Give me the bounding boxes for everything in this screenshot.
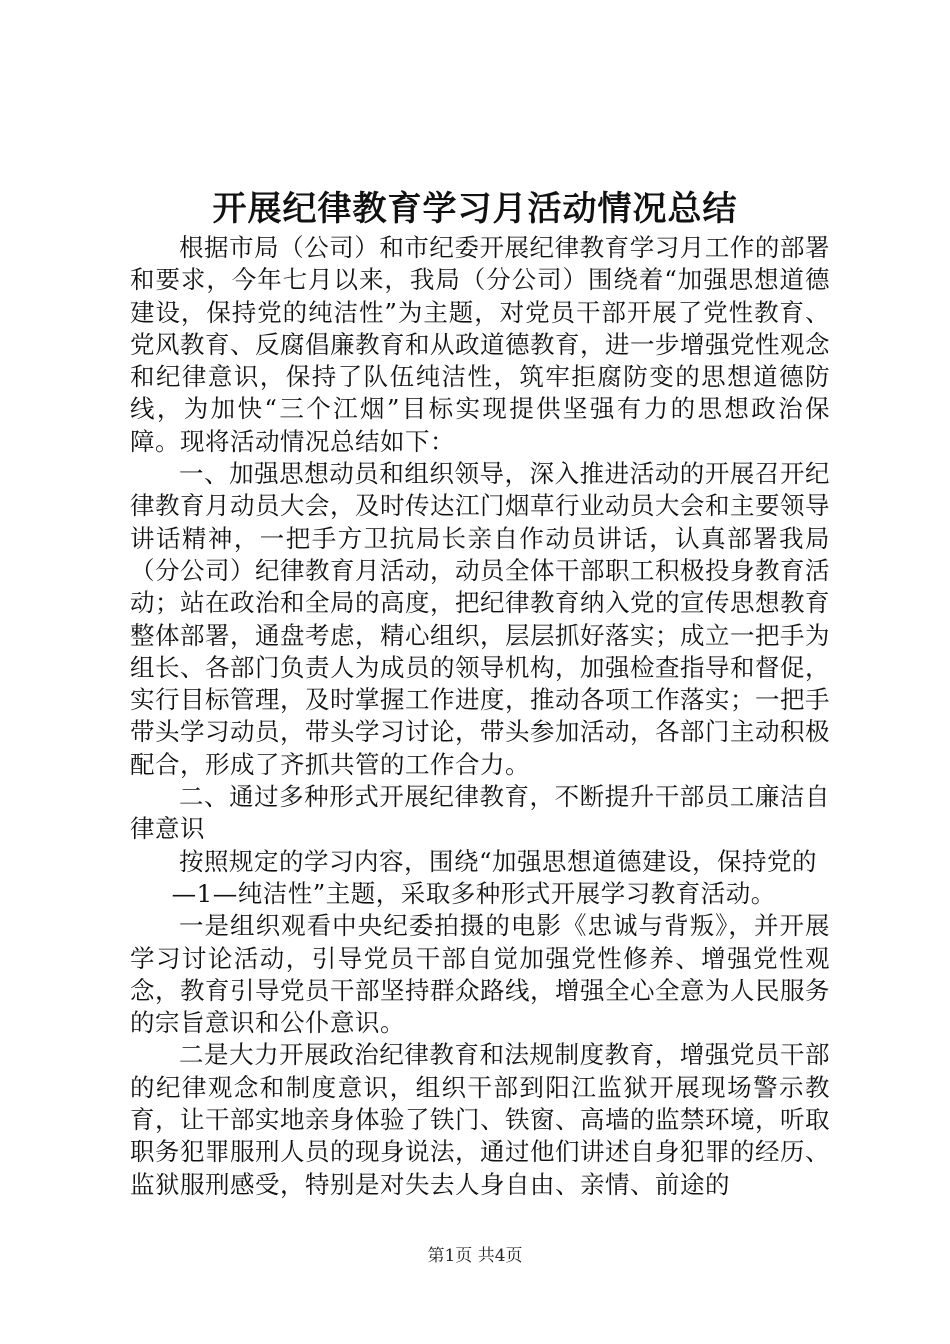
paragraph-study-content: 按照规定的学习内容，围绕“加强思想道德建设，保持党的 bbox=[179, 846, 818, 876]
document-body bbox=[130, 232, 830, 1201]
page-number-footer: 第1页 共4页 bbox=[427, 1246, 523, 1266]
paragraph-continuation: —1—纯洁性”主题，采取多种形式开展学习教育活动。 bbox=[171, 878, 776, 908]
paragraph-section-2-heading: 二、通过多种形式开展纪律教育，不断提升干部员工廉洁自律意识 bbox=[130, 782, 830, 844]
paragraph-item-1: 一是组织观看中央纪委拍摄的电影《忠诚与背叛》，并开展学习讨论活动，引导党员干部自觉加强党性修养、增强党性观念，教育引导党员干部坚持群众路线，增强全心全意为人民服务的宗旨意识和公仆意识。 bbox=[130, 911, 830, 1038]
paragraph-item-2: 二是大力开展政治纪律教育和法规制度教育，增强党员干部的纪律观念和制度意识，组织干部到阳江监狱开展现场警示教育，让干部实地亲身体验了铁门、铁窗、高墙的监禁环境，听取职务犯罪服刑人员的现身说法，通过他们讲述自身犯罪的经历、监狱服刑感受，特别是对失去人身自由、亲情、前途的 bbox=[130, 1040, 830, 1199]
paragraph-section-1: 一、加强思想动员和组织领导，深入推进活动的开展召开纪律教育月动员大会，及时传达江门烟草行业动员大会和主要领导讲话精神，一把手方卫抗局长亲自作动员讲话，认真部署我局（分公司）纪律教育月活动，动员全体干部职工积极投身教育活动；站在政治和全局的高度，把纪律教育纳入党的宣传思想教育整体部署，通盘考虑，精心组织，层层抓好落实；成立一把手为组长、各部门负责人为成员的领导机构，加强检查指导和督促，实行目标管理，及时掌握工作进度，推动各项工作落实；一把手带头学习动员，带头学习讨论，带头参加活动，各部门主动积极配合，形成了齐抓共管的工作合力。 bbox=[130, 459, 830, 779]
document-title: 开展纪律教育学习月活动情况总结 bbox=[212, 189, 738, 229]
paragraph-intro: 根据市局（公司）和市纪委开展纪律教育学习月工作的部署和要求，今年七月以来，我局（分公司）围绕着“加强思想道德建设，保持党的纯洁性”为主题，对党员干部开展了党性教育、党风教育、反腐倡廉教育和从政道德教育，进一步增强党性观念和纪律意识，保持了队伍纯洁性，筑牢拒腐防变的思想道德防线，为加快“三个江烟”目标实现提供坚强有力的思想政治保障。现将活动情况总结如下： bbox=[130, 233, 830, 456]
